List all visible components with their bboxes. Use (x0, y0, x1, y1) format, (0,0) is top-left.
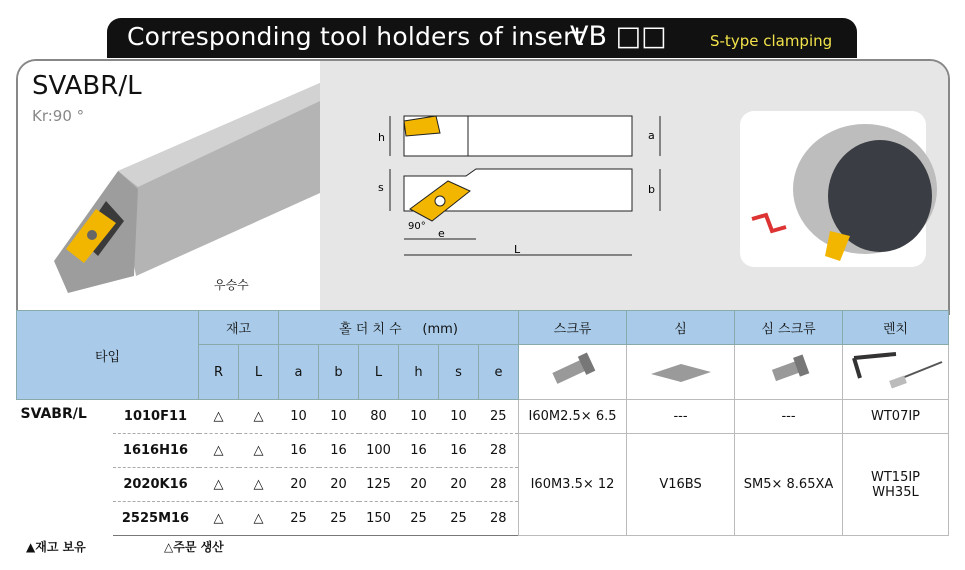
shim-screw-value: SM5× 8.65XA (735, 434, 843, 536)
sub-R: R (199, 345, 239, 400)
drawing-pane (320, 61, 948, 315)
sub-b: b (319, 345, 359, 400)
col-wrench: 렌치 (843, 311, 949, 345)
dim-b: b (648, 183, 655, 196)
col-shim-screw: 심 스크류 (735, 311, 843, 345)
screw-value: I60M3.5× 12 (519, 434, 627, 536)
product-frame (16, 59, 950, 315)
shim-icon (627, 345, 735, 400)
shim-value: V16BS (627, 434, 735, 536)
title-bar (107, 18, 857, 58)
shim-screw-icon (735, 345, 843, 400)
sub-h: h (399, 345, 439, 400)
col-stock: 재고 (199, 311, 279, 345)
dim-e: e (438, 227, 445, 240)
model-label: SVABR/L (32, 71, 142, 101)
wrench-icon (843, 345, 949, 400)
dim-h: h (378, 131, 385, 144)
table-row: 1616H16 △ △ 16 16 100 16 16 28 I60M3.5× 12 V16BS SM5× 8.65XA WT15IP WH35L (17, 434, 949, 468)
holder-render (18, 61, 320, 315)
dims-unit: (mm) (422, 322, 458, 337)
dim-s: s (378, 181, 384, 194)
sub-a: a (279, 345, 319, 400)
dim-L: L (514, 243, 521, 256)
sub-Ld: L (359, 345, 399, 400)
dim-a: a (648, 129, 655, 142)
sub-e: e (479, 345, 519, 400)
technical-drawing (320, 61, 948, 315)
dim-angle: 90° (408, 221, 426, 232)
col-screw: 스크류 (519, 311, 627, 345)
holder-name: SVABR/L (20, 406, 87, 422)
table-row: 2020K16 △ △ 20 20 125 20 20 28 (17, 468, 949, 502)
legend-order: △주문 생산 (164, 540, 224, 554)
page-title: Corresponding tool holders of insert (127, 22, 584, 51)
wrench-value: WT15IP WH35L (843, 434, 949, 536)
hand-label: 우승수 (214, 278, 249, 292)
table-row: 2525M16 △ △ 25 25 150 25 25 28 (17, 502, 949, 536)
col-dimensions: 홀 더 치 수 (mm) (279, 311, 519, 345)
screw-value: I60M2.5× 6.5 (519, 400, 627, 434)
col-shim: 심 (627, 311, 735, 345)
table-row: SVABR/L 1010F11 △ △ 10 10 80 10 10 25 I60M2.5× 6.5 --- --- WT07IP (17, 400, 949, 434)
kr-angle: Kr:90 ° (32, 107, 85, 125)
insert-code: VB □□ (570, 21, 667, 52)
clamping-type: S-type clamping (710, 32, 833, 50)
shim-value: --- (627, 400, 735, 434)
sub-s: s (439, 345, 479, 400)
screw-icon (519, 345, 627, 400)
sub-L: L (239, 345, 279, 400)
shim-screw-value: --- (735, 400, 843, 434)
spec-table (16, 310, 949, 536)
wrench-value: WT07IP (843, 400, 949, 434)
legend-stock: ▲재고 보유 (26, 540, 86, 554)
col-type: 타입 (17, 311, 199, 400)
